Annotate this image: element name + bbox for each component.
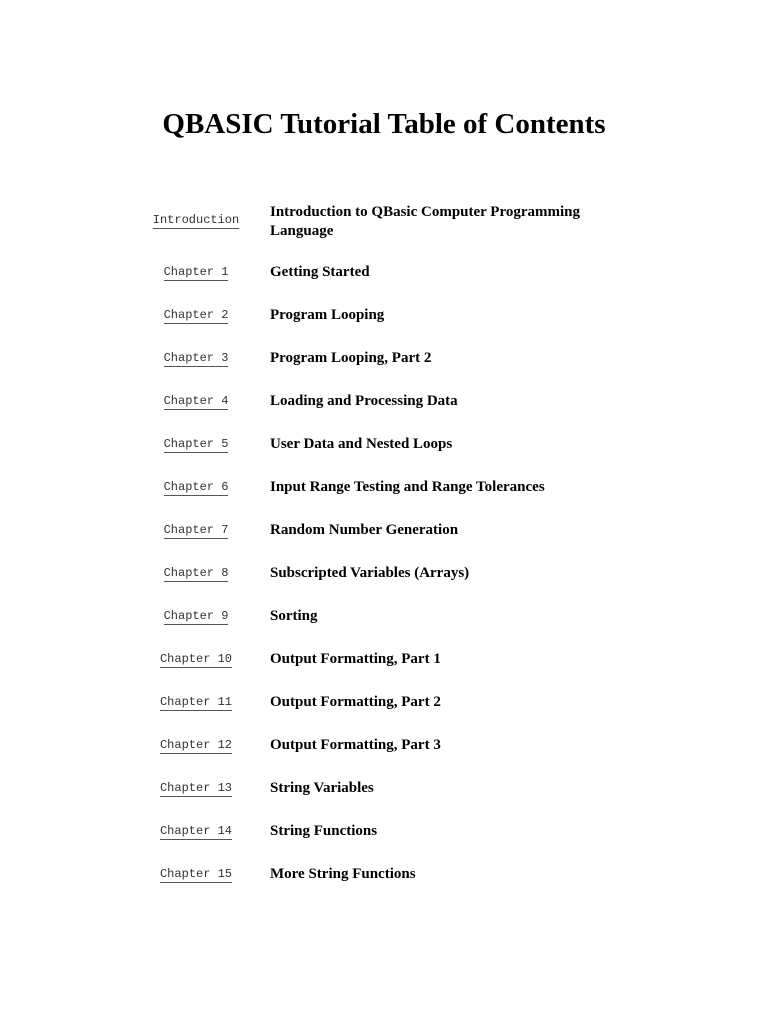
toc-description: Subscripted Variables (Arrays): [270, 565, 470, 581]
toc-description: Introduction to QBasic Computer Programming Language: [270, 204, 580, 239]
toc-link-chapter-11[interactable]: Chapter 11: [159, 695, 232, 709]
toc-description: Random Number Generation: [270, 522, 459, 538]
toc-description: Output Formatting, Part 2: [270, 694, 441, 710]
toc-description: Program Looping: [270, 307, 385, 323]
toc-description: String Functions: [270, 823, 378, 839]
toc-link-chapter-7[interactable]: Chapter 7: [163, 523, 229, 537]
toc-link-chapter-1[interactable]: Chapter 1: [163, 265, 229, 279]
toc-description: String Variables: [270, 780, 374, 796]
toc-link-chapter-8[interactable]: Chapter 8: [163, 566, 229, 580]
toc-link-chapter-10[interactable]: Chapter 10: [159, 652, 232, 666]
toc-link-chapter-4[interactable]: Chapter 4: [163, 394, 229, 408]
toc-description: Input Range Testing and Range Tolerances: [270, 479, 545, 495]
toc-link-chapter-13[interactable]: Chapter 13: [159, 781, 232, 795]
page-title: QBASIC Tutorial Table of Contents: [162, 108, 606, 140]
toc-link-chapter-9[interactable]: Chapter 9: [163, 609, 229, 623]
toc-link-chapter-3[interactable]: Chapter 3: [163, 351, 229, 365]
toc-link-chapter-6[interactable]: Chapter 6: [163, 480, 229, 494]
toc-link-chapter-5[interactable]: Chapter 5: [163, 437, 229, 451]
toc-description: Sorting: [270, 608, 318, 624]
toc-description: Getting Started: [270, 264, 370, 280]
toc-link-introduction[interactable]: Introduction: [152, 213, 240, 227]
toc-description: Loading and Processing Data: [270, 393, 458, 409]
toc-description: User Data and Nested Loops: [270, 436, 453, 452]
toc-description: Output Formatting, Part 1: [270, 651, 441, 667]
toc-description: Program Looping, Part 2: [270, 350, 432, 366]
toc-link-chapter-2[interactable]: Chapter 2: [163, 308, 229, 322]
toc-link-chapter-14[interactable]: Chapter 14: [159, 824, 232, 838]
toc-link-chapter-12[interactable]: Chapter 12: [159, 738, 232, 752]
toc-description: More String Functions: [270, 866, 416, 882]
toc-link-chapter-15[interactable]: Chapter 15: [159, 867, 232, 881]
toc-description: Output Formatting, Part 3: [270, 737, 441, 753]
